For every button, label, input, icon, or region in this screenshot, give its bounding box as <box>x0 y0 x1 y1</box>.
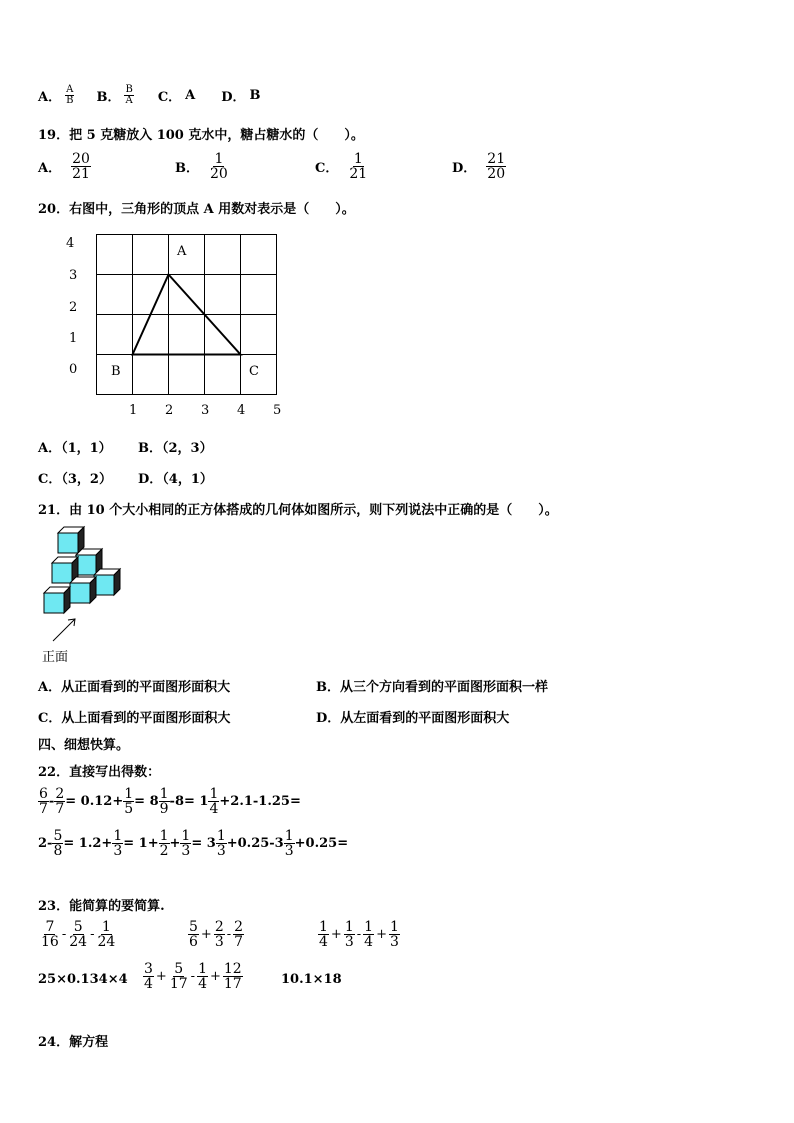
q19-stem: 19．把 5 克糖放入 100 克水中，糖占糖水的（ ）。 <box>38 128 364 143</box>
q19-option-a-fraction: $\frac{20}{21}$ <box>72 151 90 182</box>
q22-l1-fraction-5: $\frac{1}{4}$ <box>209 786 219 817</box>
q21-arrow <box>53 619 75 641</box>
q22-l2-fraction-3: $\frac{1}{2}$ <box>159 828 169 859</box>
q23-stem: 23．能简算的要简算. <box>38 899 165 914</box>
q20-y-label-4: 4 <box>66 236 75 251</box>
q18-options <box>38 85 261 106</box>
q20-coordinate-grid <box>60 228 300 422</box>
q18-option-c-letter: C． <box>157 90 182 105</box>
q20-point-c-label: C <box>249 364 259 379</box>
q20-y-label-3: 3 <box>69 268 78 283</box>
q19-option-c: C． $\frac{1}{21}$ <box>315 151 368 182</box>
q21-cube-figure <box>40 525 135 645</box>
q20-option-a: A．（1，1） <box>38 441 112 456</box>
q20-y-label-1: 1 <box>69 331 78 346</box>
q21-option-b: B．从三个方向看到的平面图形面积一样 <box>316 680 548 695</box>
q20-option-d: D．（4，1） <box>138 472 213 487</box>
q22-l2-fraction-1: $\frac{5}{8}$ <box>53 828 63 859</box>
q22-l2-fraction-2: $\frac{1}{3}$ <box>113 828 123 859</box>
q20-x-label-2: 2 <box>165 403 174 418</box>
q18-option-a-fraction: $\frac{A}{B}$ <box>66 84 74 106</box>
q23-expr-6: 10.1×18 <box>281 972 342 987</box>
q19-option-a: A． $\frac{20}{21}$ <box>38 151 90 182</box>
q21-option-a: A．从正面看到的平面图形面积大 <box>38 680 231 695</box>
q20-point-a-label: A <box>177 244 187 259</box>
q20-y-label-0: 0 <box>69 362 78 377</box>
q23-expr-5: $\frac{3}{4}$ + $\frac{5}{17}$ - $\frac{1}{4}$ + $\frac{12}{17}$ <box>144 961 242 992</box>
q18-option-b-fraction: $\frac{B}{A}$ <box>125 84 133 106</box>
q24-stem: 24．解方程 <box>38 1035 109 1050</box>
q22-l2-fraction-6: $\frac{1}{3}$ <box>284 828 294 859</box>
q18-option-d-letter: D． <box>221 90 246 105</box>
q23-expr-2: $\frac{5}{6}$ + $\frac{2}{3}$ - $\frac{2}{7}$ <box>189 919 244 950</box>
q19-option-b-fraction: $\frac{1}{20}$ <box>210 151 228 182</box>
q19-option-b: B． $\frac{1}{20}$ <box>175 151 228 182</box>
q23-expr-1: $\frac{7}{16}$ - $\frac{5}{24}$ - $\frac{1}{24}$ <box>41 919 116 950</box>
q20-x-label-1: 1 <box>129 403 138 418</box>
q20-point-b-label: B <box>111 364 121 379</box>
q23-expr-4: 25×0.134×4 <box>38 972 128 987</box>
q21-option-d: D．从左面看到的平面图形面积大 <box>316 711 510 726</box>
q18-option-c-text: A <box>185 88 196 103</box>
q20-y-label-2: 2 <box>69 300 78 315</box>
q21-cubes <box>44 527 120 613</box>
q21-option-c: C．从上面看到的平面图形面积大 <box>38 711 231 726</box>
section-4-title: 四、细想快算。 <box>38 738 130 753</box>
q22-l1-fraction-1: $\frac{6}{7}$ <box>39 786 48 817</box>
q22-l1-fraction-2: $\frac{2}{7}$ <box>55 786 65 817</box>
q22-line-1: $\frac{6}{7}$ - $\frac{2}{7}$ = 0.12+ $\frac{1}{5}$ = 8 $\frac{1}{9}$ -8= 1 $\frac{1}{4}$ +2.1-1.25= <box>39 786 301 817</box>
q22-l2-fraction-4: $\frac{1}{3}$ <box>181 828 191 859</box>
q22-line-2: 2- $\frac{5}{8}$ = 1.2+ $\frac{1}{3}$ = 1+ $\frac{1}{2}$ + $\frac{1}{3}$ = 3 $\frac{1}{3}$ +0.25-3 $\frac{1}{3}$ +0.25= <box>38 828 349 859</box>
q18-option-d-text: B <box>249 88 261 103</box>
q22-stem: 22．直接写出得数： <box>38 765 161 780</box>
q19-option-c-fraction: $\frac{1}{21}$ <box>349 151 368 182</box>
q18-option-a-letter: A． <box>38 90 62 105</box>
q19-option-d: D． $\frac{21}{20}$ <box>452 151 506 182</box>
q21-front-label: 正面 <box>42 650 69 665</box>
q22-l2-fraction-5: $\frac{1}{3}$ <box>216 828 226 859</box>
q22-l1-fraction-4: $\frac{1}{9}$ <box>159 786 169 817</box>
q18-option-b-letter: B． <box>96 90 121 105</box>
q19-option-d-fraction: $\frac{21}{20}$ <box>487 151 506 182</box>
q20-option-b: B．（2，3） <box>138 441 213 456</box>
q21-stem: 21．由 10 个大小相同的正方体搭成的几何体如图所示，则下列说法中正确的是（ ）。 <box>38 503 558 518</box>
q20-x-label-3: 3 <box>201 403 210 418</box>
q20-x-label-4: 4 <box>237 403 246 418</box>
q22-l1-fraction-3: $\frac{1}{5}$ <box>124 786 134 817</box>
q23-expr-3: $\frac{1}{4}$ + $\frac{1}{3}$ - $\frac{1}{4}$ + $\frac{1}{3}$ <box>319 919 399 950</box>
q20-stem: 20．右图中，三角形的顶点 A 用数对表示是（ ）。 <box>38 202 355 217</box>
q20-option-c: C．（3，2） <box>38 472 112 487</box>
q20-x-label-5: 5 <box>273 403 282 418</box>
